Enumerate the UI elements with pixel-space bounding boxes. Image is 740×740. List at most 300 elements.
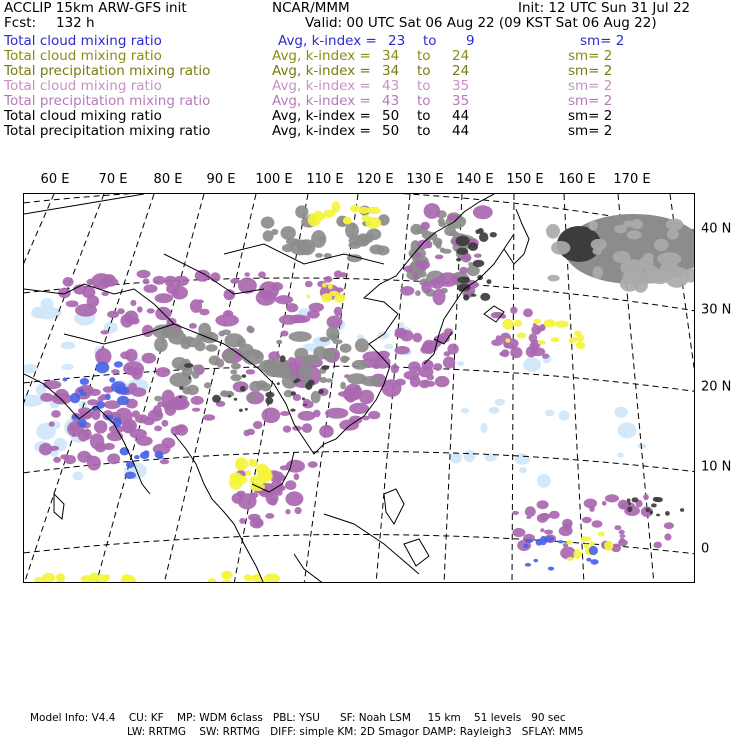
cloud-field-dark [628,502,631,505]
cloud-field-dark [471,294,477,297]
cloud-field-purple [286,460,305,473]
cloud-field-dark [184,363,193,368]
cloud-field-purple [285,480,296,490]
cloud-field-purple [258,271,266,278]
cloud-field-dark [234,398,238,401]
cloud-field-dark [318,389,323,394]
field-to: to [417,78,431,94]
cloud-field-blue [125,472,136,479]
cloud-field-yellow [322,283,327,288]
cloud-field-gray [666,219,683,231]
cloud-field-purple [100,330,109,334]
cloud-field-purple [210,272,220,282]
cloud-haze-patch [61,342,76,350]
field-avg-label: Avg, k-index = [272,93,371,109]
cloud-field-dark [265,392,274,398]
field-k-end: 35 [452,93,470,109]
cloud-field-purple [643,494,649,500]
field-smoothing: sm= 2 [568,93,613,109]
field-name: Total cloud mixing ratio [4,33,162,49]
cloud-field-purple [155,293,173,303]
cloud-field-purple [412,273,419,280]
field-avg-label: Avg, k-index = [272,78,371,94]
cloud-field-yellow [221,580,232,583]
cloud-field-purple [395,346,410,355]
cloud-field-purple [313,410,321,418]
cloud-field-dark [290,409,295,412]
cloud-field-yellow [503,319,514,330]
cloud-haze-patch [457,361,465,366]
field-k-start: 34 [382,63,400,79]
cloud-field-purple [404,266,414,273]
cloud-field-purple [435,376,450,387]
cloud-field-yellow [538,340,546,344]
cloud-field-yellow [555,321,569,328]
longitude-label: 90 E [206,172,236,187]
cloud-field-purple [165,279,175,286]
cloud-field-purple [143,278,150,284]
cloud-field-purple [416,260,430,270]
cloud-haze-patch [461,408,470,413]
org-label: NCAR/MMM [272,0,350,16]
cloud-field-yellow [207,578,217,583]
cloud-haze-patch [519,467,527,473]
cloud-field-purple [279,315,298,325]
cloud-field-gray [249,381,262,393]
model-info-line2: LW: RRTMG SW: RRTMG DIFF: simple KM: 2D Smagor DAMP: Rayleigh3 SFLAY: MM5 [127,726,584,738]
cloud-field-purple [428,341,434,348]
cloud-field-blue [134,455,140,459]
cloud-field-yellow [576,341,586,349]
map-panel [23,193,695,583]
cloud-field-purple [120,351,130,359]
cloud-field-yellow [567,557,574,561]
cloud-field-purple [334,307,342,317]
cloud-field-blue [109,377,115,382]
cloud-field-purple [447,214,459,221]
cloud-field-yellow [58,575,65,580]
coastline [404,539,429,566]
field-name: Total precipitation mixing ratio [4,123,211,139]
field-to: to [417,123,431,139]
field-k-end: 35 [452,78,470,94]
cloud-field-purple [266,492,279,505]
cloud-field-blue [586,558,591,562]
cloud-field-gray [276,340,282,345]
cloud-field-blue [523,544,528,549]
cloud-field-purple [427,241,433,248]
cloud-haze-patch [24,395,43,407]
cloud-field-purple [75,304,97,317]
field-to: to [423,33,437,49]
cloud-field-blue [590,559,598,565]
cloud-field-yellow [264,573,280,583]
cloud-field-gray [206,344,218,351]
cloud-field-purple [620,538,625,543]
cloud-field-blue [63,378,68,382]
cloud-field-yellow [332,201,341,212]
cloud-field-purple [247,429,255,435]
field-name: Total precipitation mixing ratio [4,93,211,109]
cloud-field-dark [179,386,183,390]
field-to: to [417,63,431,79]
field-k-end: 24 [452,63,470,79]
cloud-field-gray [340,356,349,363]
cloud-field-purple [544,530,553,535]
cloud-haze-patch [450,452,462,463]
cloud-field-dark [240,386,246,392]
cloud-field-purple [327,316,343,329]
cloud-field-dark [228,395,231,398]
cloud-field-dark [653,497,660,502]
cloud-field-gray [592,248,602,255]
cloud-field-purple [443,357,455,369]
cloud-field-dark [277,382,280,385]
coastline [504,209,529,264]
field-avg-label: Avg, k-index = [272,63,371,79]
field-name: Total cloud mixing ratio [4,78,162,94]
cloud-field-purple [137,306,143,312]
cloud-field-purple [238,278,257,294]
cloud-field-blue [534,559,539,562]
cloud-field-purple [400,330,414,341]
cloud-field-purple [137,270,151,279]
model-info-line1: Model Info: V4.4 CU: KF MP: WDM 6class PBL: YSU SF: Noah LSM 15 km 51 levels 90 sec [30,712,566,724]
cloud-field-dark [632,497,639,502]
cloud-field-purple [433,363,442,371]
field-to: to [417,108,431,124]
longitude-label: 150 E [506,172,544,187]
cloud-field-blue [143,450,149,455]
cloud-field-gray [231,374,242,381]
cloud-field-purple [605,494,619,502]
cloud-field-purple [664,522,674,529]
cloud-field-purple [562,522,571,531]
field-avg-label: Avg, k-index = [272,108,371,124]
cloud-haze-patch [73,472,84,481]
cloud-haze-patch [377,332,389,340]
cloud-field-yellow [589,541,594,546]
cloud-field-gray [415,290,421,296]
cloud-field-purple [153,405,162,417]
cloud-field-gray [442,249,452,254]
cloud-field-purple [175,425,186,432]
cloud-field-purple [286,303,298,312]
cloud-field-purple [540,528,544,532]
cloud-field-purple [83,429,92,440]
cloud-field-purple [123,361,144,375]
cloud-field-gray [667,229,679,239]
cloud-haze-patch [515,453,530,464]
cloud-field-blue [548,567,554,571]
cloud-field-purple [324,276,333,283]
cloud-field-purple [491,339,503,346]
cloud-field-yellow [513,320,522,327]
cloud-field-dark [212,395,221,403]
field-k-start: 43 [382,93,400,109]
cloud-field-purple [531,325,541,335]
cloud-field-blue [78,419,87,428]
cloud-field-dark [478,228,484,234]
cloud-field-yellow [307,294,310,298]
cloud-field-dark [295,378,301,382]
cloud-field-purple [281,331,289,337]
cloud-field-dark [627,506,632,512]
cloud-field-purple [334,270,342,278]
cloud-field-blue [70,393,80,403]
cloud-field-yellow [576,334,584,342]
cloud-field-blue [113,417,122,427]
cloud-field-yellow [328,283,333,289]
cloud-field-yellow [257,469,273,482]
cloud-field-yellow [344,218,351,225]
cloud-field-blue [80,378,89,385]
cloud-field-gray [298,365,312,380]
cloud-field-yellow [359,207,370,214]
cloud-field-purple [107,453,120,464]
cloud-field-yellow [573,549,581,559]
cloud-field-gray [377,246,390,256]
cloud-field-purple [653,542,662,549]
cloud-field-purple [174,276,189,287]
cloud-field-dark [645,508,650,512]
cloud-field-purple [147,308,155,313]
field-k-start: 34 [382,48,400,64]
cloud-field-dark [468,242,478,251]
cloud-field-gray [320,377,327,383]
cloud-field-purple [491,312,503,319]
cloud-field-yellow [318,213,326,220]
forecast-label: Fcst: [4,15,37,31]
cloud-field-gray [237,337,246,347]
cloud-field-gray [340,382,346,390]
model-title: ACCLIP 15km ARW-GFS init [4,0,187,16]
cloud-field-dark [321,365,329,370]
cloud-field-dark [473,260,485,267]
field-to: to [417,48,431,64]
coastline [294,554,324,583]
cloud-field-purple [420,222,430,230]
cloud-field-purple [325,408,348,419]
cloud-field-purple [447,344,458,355]
cloud-field-gray [355,338,369,352]
cloud-field-purple [368,411,380,419]
cloud-field-blue [525,563,531,567]
cloud-field-yellow [569,340,573,344]
cloud-field-gray [551,241,570,255]
cloud-field-purple [433,289,446,306]
cloud-field-dark [242,374,247,378]
field-avg-label: Avg, k-index = [278,33,377,49]
cloud-field-purple [53,457,61,463]
cloud-field-gray [248,394,258,402]
cloud-field-purple [413,333,423,343]
cloud-field-gray [201,332,218,344]
cloud-field-purple [499,351,508,356]
cloud-field-purple [142,353,157,364]
cloud-field-gray [548,275,560,282]
cloud-field-blue [96,362,110,374]
field-to: to [417,93,431,109]
field-avg-label: Avg, k-index = [272,123,371,139]
longitude-label: 120 E [356,172,394,187]
cloud-field-gray [204,382,212,388]
longitude-label: 110 E [306,172,344,187]
cloud-field-purple [283,426,291,433]
cloud-field-purple [539,513,550,520]
cloud-haze-patch [495,399,505,406]
cloud-haze-patch [384,344,393,349]
cloud-field-dark [456,258,461,262]
cloud-field-gray [614,225,627,234]
cloud-field-purple [130,429,147,439]
cloud-field-purple [664,533,671,540]
cloud-field-dark [245,408,248,411]
cloud-field-purple [510,347,522,358]
cloud-field-purple [602,501,607,506]
cloud-field-purple [191,396,204,405]
cloud-field-purple [525,506,536,517]
cloud-field-dark [665,511,670,516]
longitude-label: 140 E [456,172,494,187]
cloud-field-gray [588,221,597,231]
cloud-field-purple [190,299,202,313]
cloud-field-purple [168,398,189,411]
cloud-field-gray [259,360,277,373]
cloud-field-purple [124,310,138,324]
cloud-field-purple [619,530,625,535]
cloud-haze-patch [397,322,405,327]
cloud-field-yellow [249,460,258,467]
cloud-field-dark [649,511,653,515]
cloud-field-gray [230,370,237,375]
cloud-field-yellow [583,536,591,541]
cloud-field-gray [289,331,312,342]
cloud-field-dark [302,397,305,400]
field-name: Total cloud mixing ratio [4,108,162,124]
cloud-haze-patch [464,450,476,463]
field-k-end: 24 [452,48,470,64]
cloud-field-yellow [103,574,110,579]
latitude-label: 40 N [701,221,732,237]
cloud-field-yellow [329,291,339,296]
field-smoothing: sm= 2 [580,33,625,49]
cloud-field-gray [261,217,275,229]
cloud-field-purple [391,364,399,373]
cloud-field-purple [107,311,119,318]
cloud-field-purple [87,456,101,471]
cloud-field-dark [265,397,273,405]
latitude-label: 0 [701,541,710,557]
cloud-field-purple [549,511,560,519]
cloud-field-purple [512,528,525,537]
cloud-field-gray [627,230,642,239]
cloud-field-blue [558,540,564,543]
cloud-field-purple [253,519,263,527]
field-smoothing: sm= 2 [568,63,613,79]
cloud-field-gray [654,239,669,251]
cloud-field-purple [582,517,592,523]
cloud-field-gray [281,226,296,240]
cloud-field-purple [265,513,274,519]
cloud-field-purple [130,300,136,306]
cloud-field-purple [43,380,61,389]
cloud-field-purple [233,381,249,392]
cloud-field-purple [78,408,85,413]
cloud-field-purple [51,393,72,405]
cloud-haze-patch [620,431,626,437]
cloud-field-gray [282,244,294,252]
cloud-field-purple [349,403,369,414]
cloud-field-dark [490,232,497,237]
cloud-field-gray [186,385,199,395]
cloud-field-purple [60,454,69,459]
cloud-field-purple [285,491,303,506]
cloud-field-purple [153,276,166,285]
cloud-field-purple [244,272,250,277]
cloud-haze-patch [615,407,628,418]
cloud-field-gray [332,339,342,344]
cloud-haze-patch [480,423,487,433]
latitude-label: 30 N [701,302,732,318]
cloud-field-gray [352,360,368,370]
cloud-field-gray [209,355,221,365]
cloud-field-yellow [245,470,252,475]
cloud-field-yellow [362,215,371,222]
cloud-haze-patch [545,410,555,417]
cloud-field-dark [651,503,657,507]
cloud-field-gray [438,218,445,224]
init-time: Init: 12 UTC Sun 31 Jul 22 [518,0,691,16]
cloud-field-blue [78,389,84,393]
cloud-field-purple [589,505,595,512]
cloud-field-yellow [230,472,243,482]
cloud-field-purple [238,493,257,509]
cloud-field-gray [271,229,278,235]
cloud-field-purple [614,525,621,530]
cloud-field-gray [192,370,200,379]
cloud-haze-patch [41,298,54,310]
cloud-field-purple [195,270,211,282]
cloud-field-purple [246,369,256,374]
field-smoothing: sm= 2 [568,108,613,124]
cloud-field-purple [422,360,434,370]
cloud-field-purple [423,380,429,386]
cloud-field-dark [457,284,470,291]
cloud-field-purple [259,281,279,300]
cloud-field-dark [305,382,312,390]
cloud-field-purple [144,284,158,293]
cloud-field-purple [395,379,406,386]
cloud-field-purple [512,511,519,515]
field-smoothing: sm= 2 [568,123,613,139]
cloud-field-purple [309,303,324,312]
cloud-field-gray [311,230,326,248]
cloud-field-gray [436,241,442,249]
cloud-field-purple [421,281,431,293]
field-k-end: 44 [452,108,470,124]
cloud-field-purple [510,307,517,314]
cloud-field-purple [94,420,107,433]
field-smoothing: sm= 2 [568,78,613,94]
cloud-field-gray [319,337,329,342]
cloud-field-gray [622,271,648,284]
cloud-field-yellow [566,540,572,544]
cloud-haze-patch [618,422,637,438]
cloud-field-purple [294,473,300,480]
cloud-field-purple [63,277,74,287]
field-smoothing: sm= 2 [568,48,613,64]
